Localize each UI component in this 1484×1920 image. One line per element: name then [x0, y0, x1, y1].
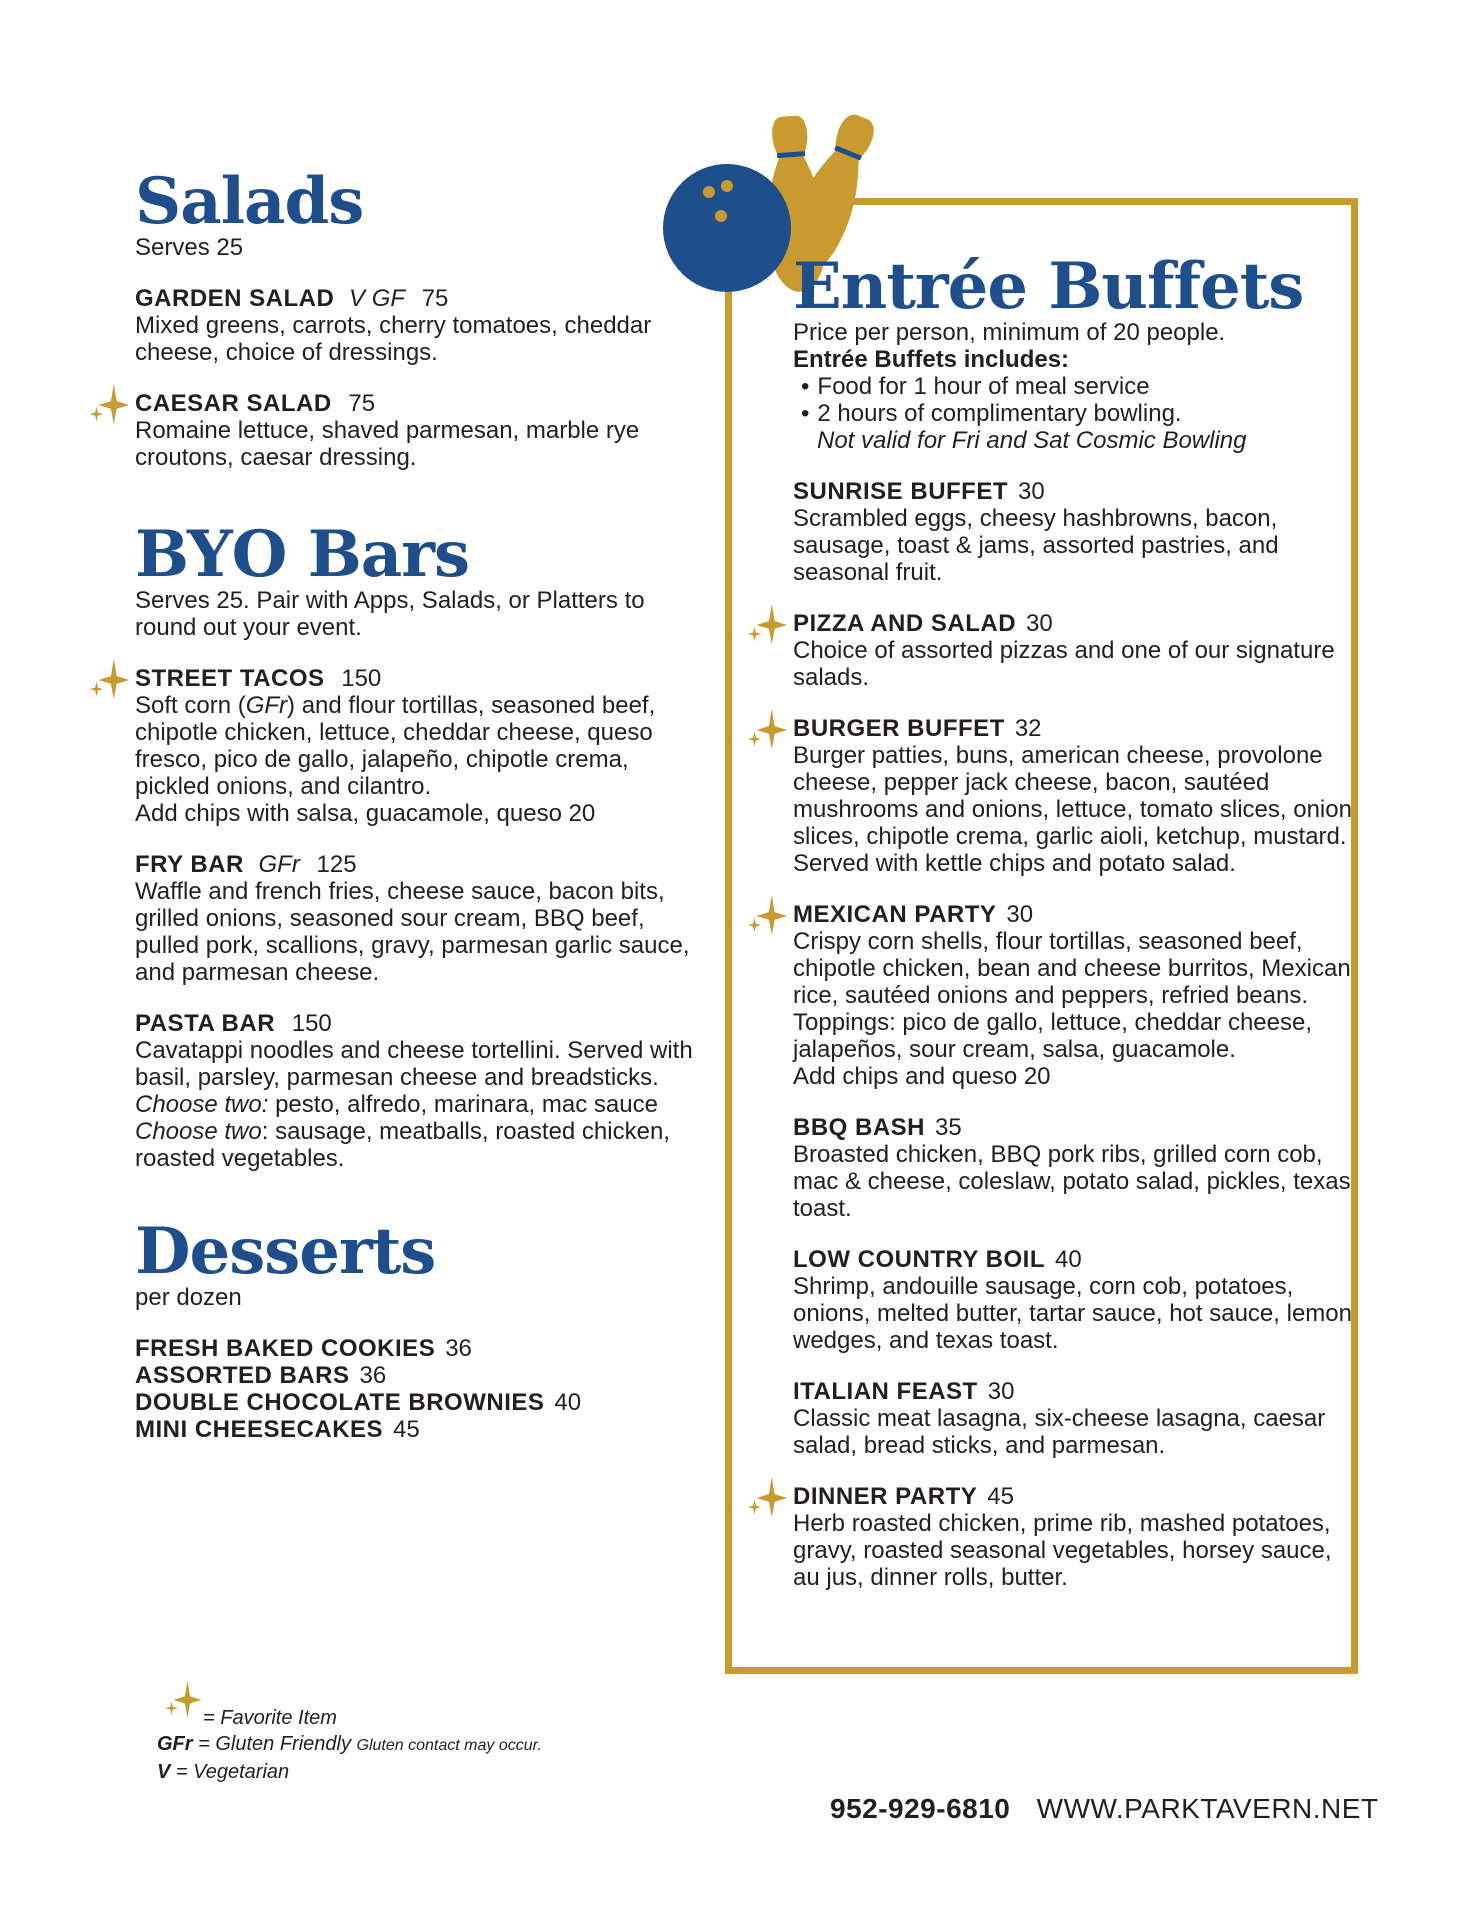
- item-addon: Add chips and queso 20: [793, 1063, 1051, 1090]
- website-link[interactable]: WWW.PARKTAVERN.NET: [1036, 1793, 1379, 1824]
- desserts-subtitle: per dozen: [135, 1284, 242, 1311]
- item-name: STREET TACOS: [135, 665, 325, 692]
- legend: [157, 1705, 542, 1785]
- entree-buffets-section: [793, 249, 1353, 1591]
- item-name: FRY BAR: [135, 851, 244, 878]
- phone-number[interactable]: 952-929-6810: [830, 1793, 1011, 1824]
- dessert-item: ASSORTED BARS 36: [135, 1362, 387, 1389]
- item-description: Burger patties, buns, american cheese, provolone cheese, pepper jack cheese, bacon, sautéed mushrooms and onions, lettuce, tomato slices, onion slices, chipotle crema, garlic aioli, ketchup, mustard. Served with kettle chips and potato salad.: [793, 742, 1352, 877]
- item-description: Broasted chicken, BBQ pork ribs, grilled corn cob, mac & cheese, coleslaw, potato salad, pickles, texas toast.: [793, 1141, 1351, 1222]
- item-description: Crispy corn shells, flour tortillas, seasoned beef, chipotle chicken, bean and cheese burritos, Mexican rice, sautéed onions and peppers, refried beans. Toppings: pico de gallo, lettuce, cheddar cheese, jalapeños, sour cream, salsa, guacamole.: [793, 928, 1351, 1063]
- legend-vegetarian: V = Vegetarian: [157, 1761, 290, 1783]
- item-addon: Add chips with salsa, guacamole, queso 20: [135, 800, 596, 827]
- item-tags: V GF: [349, 285, 406, 312]
- menu-item-pasta-bar: [135, 1010, 695, 1172]
- item-name: GARDEN SALAD: [135, 285, 335, 312]
- byo-bars-subtitle: Serves 25. Pair with Apps, Salads, or Platters to round out your event.: [135, 587, 645, 641]
- menu-item-bbq-bash: BBQ BASH 35 Broasted chicken, BBQ pork ribs, grilled corn cob, mac & cheese, coleslaw, potato salad, pickles, texas toast.: [793, 1114, 1353, 1222]
- menu-item-fry-bar: [135, 851, 695, 986]
- item-price: 150: [341, 665, 382, 692]
- includes-list: [793, 373, 1353, 427]
- item-description: Shrimp, andouille sausage, corn cob, potatoes, onions, melted butter, tartar sauce, hot sauce, lemon wedges, and texas toast.: [793, 1273, 1352, 1354]
- item-description: Choice of assorted pizzas and one of our signature salads.: [793, 637, 1335, 691]
- item-description: Soft corn (GFr) and flour tortillas, seasoned beef, chipotle chicken, lettuce, cheddar cheese, queso fresco, pico de gallo, jalapeño, chipotle crema, pickled onions, and cilantro.: [135, 692, 656, 800]
- legend-favorite: = Favorite Item: [157, 1705, 542, 1731]
- item-choice-1: Choose two: pesto, alfredo, marinara, mac sauce: [135, 1091, 658, 1118]
- item-description: Herb roasted chicken, prime rib, mashed potatoes, gravy, roasted seasonal vegetables, horsey sauce, au jus, dinner rolls, butter.: [793, 1510, 1332, 1591]
- includes-item: • Food for 1 hour of meal service: [793, 373, 1353, 400]
- menu-item-mexican-party: MEXICAN PARTY 30 Crispy corn shells, flour tortillas, seasoned beef, chipotle chicken, bean and cheese burritos, Mexican rice, sautéed onions and peppers, refried beans. Toppings: pico de gallo, lettuce, cheddar cheese, jalapeños, sour cream, salsa, guacamole. Add chips and queso 20: [793, 901, 1353, 1090]
- dessert-item: FRESH BAKED COOKIES 36: [135, 1335, 472, 1362]
- menu-item-pizza-and-salad: PIZZA AND SALAD 30 Choice of assorted pizzas and one of our signature salads.: [793, 610, 1353, 691]
- menu-item-garden-salad: [135, 285, 695, 366]
- salads-title: Salads: [135, 164, 364, 239]
- includes-title: Entrée Buffets includes:: [793, 346, 1070, 373]
- item-tags: GFr: [258, 851, 300, 878]
- favorite-star-icon: [161, 1677, 205, 1721]
- menu-item-burger-buffet: BURGER BUFFET 32 Burger patties, buns, american cheese, provolone cheese, pepper jack cheese, bacon, sautéed mushrooms and onions, lettuce, tomato slices, onion slices, chipotle crema, garlic aioli, ketchup, mustard. Served with kettle chips and potato salad.: [793, 715, 1353, 877]
- entree-buffets-subtitle: Price per person, minimum of 20 people.: [793, 319, 1226, 346]
- item-price: 125: [316, 851, 357, 878]
- favorite-star-icon: [743, 1473, 791, 1521]
- desserts-list: [135, 1335, 695, 1443]
- menu-item-low-country-boil: LOW COUNTRY BOIL 40 Shrimp, andouille sausage, corn cob, potatoes, onions, melted butter, tartar sauce, hot sauce, lemon wedges, and texas toast.: [793, 1246, 1352, 1354]
- menu-item-dinner-party: DINNER PARTY 45 Herb roasted chicken, prime rib, mashed potatoes, gravy, roasted seasonal vegetables, horsey sauce, au jus, dinner rolls, butter.: [793, 1483, 1353, 1591]
- favorite-star-icon: [85, 380, 133, 428]
- desserts-title: Desserts: [135, 1214, 436, 1289]
- includes-item: • 2 hours of complimentary bowling.: [793, 400, 1353, 427]
- favorite-star-icon: [743, 705, 791, 753]
- salads-subtitle: Serves 25: [135, 234, 244, 261]
- gfr-tag: GFr: [245, 692, 288, 719]
- item-price: 75: [348, 390, 376, 417]
- item-price: 150: [291, 1010, 332, 1037]
- item-name: CAESAR SALAD: [135, 390, 332, 417]
- entree-buffets-title: Entrée Buffets: [793, 249, 1304, 324]
- salads-section: [135, 164, 695, 471]
- dessert-item: DOUBLE CHOCOLATE BROWNIES 40: [135, 1389, 582, 1416]
- favorite-star-icon: [743, 600, 791, 648]
- left-column: [135, 164, 695, 1443]
- item-price: 75: [421, 285, 449, 312]
- item-description: Romaine lettuce, shaved parmesan, marble rye croutons, caesar dressing.: [135, 417, 640, 471]
- item-description: Scrambled eggs, cheesy hashbrowns, bacon, sausage, toast & jams, assorted pastries, and seasonal fruit.: [793, 505, 1279, 586]
- menu-item-street-tacos: [135, 665, 695, 827]
- favorite-star-icon: [743, 891, 791, 939]
- desserts-section: [135, 1214, 695, 1443]
- menu-item-italian-feast: ITALIAN FEAST 30 Classic meat lasagna, six-cheese lasagna, caesar salad, bread sticks, and parmesan.: [793, 1378, 1353, 1459]
- dessert-item: MINI CHEESECAKES 45: [135, 1416, 420, 1443]
- favorite-star-icon: [85, 655, 133, 703]
- item-name: PASTA BAR: [135, 1010, 276, 1037]
- menu-item-caesar-salad: [135, 390, 695, 471]
- menu-item-sunrise-buffet: SUNRISE BUFFET 30 Scrambled eggs, cheesy hashbrowns, bacon, sausage, toast & jams, assorted pastries, and seasonal fruit.: [793, 478, 1353, 586]
- item-description: Mixed greens, carrots, cherry tomatoes, cheddar cheese, choice of dressings.: [135, 312, 652, 366]
- item-description: Waffle and french fries, cheese sauce, bacon bits, grilled onions, seasoned sour cream, BBQ beef, pulled pork, scallions, gravy, parmesan garlic sauce, and parmesan cheese.: [135, 878, 690, 986]
- item-description: Classic meat lasagna, six-cheese lasagna, caesar salad, bread sticks, and parmesan.: [793, 1405, 1326, 1459]
- item-description: Cavatappi noodles and cheese tortellini. Served with basil, parsley, parmesan cheese and breadsticks.: [135, 1037, 693, 1091]
- item-choice-2: Choose two: sausage, meatballs, roasted chicken, roasted vegetables.: [135, 1118, 670, 1172]
- cosmic-bowling-note: Not valid for Fri and Sat Cosmic Bowling: [817, 427, 1247, 454]
- legend-gfr: GFr = Gluten Friendly Gluten contact may occur.: [157, 1733, 542, 1755]
- contact-info: [830, 1793, 1379, 1825]
- byo-bars-title: BYO Bars: [135, 517, 469, 592]
- byo-bars-section: [135, 517, 695, 1172]
